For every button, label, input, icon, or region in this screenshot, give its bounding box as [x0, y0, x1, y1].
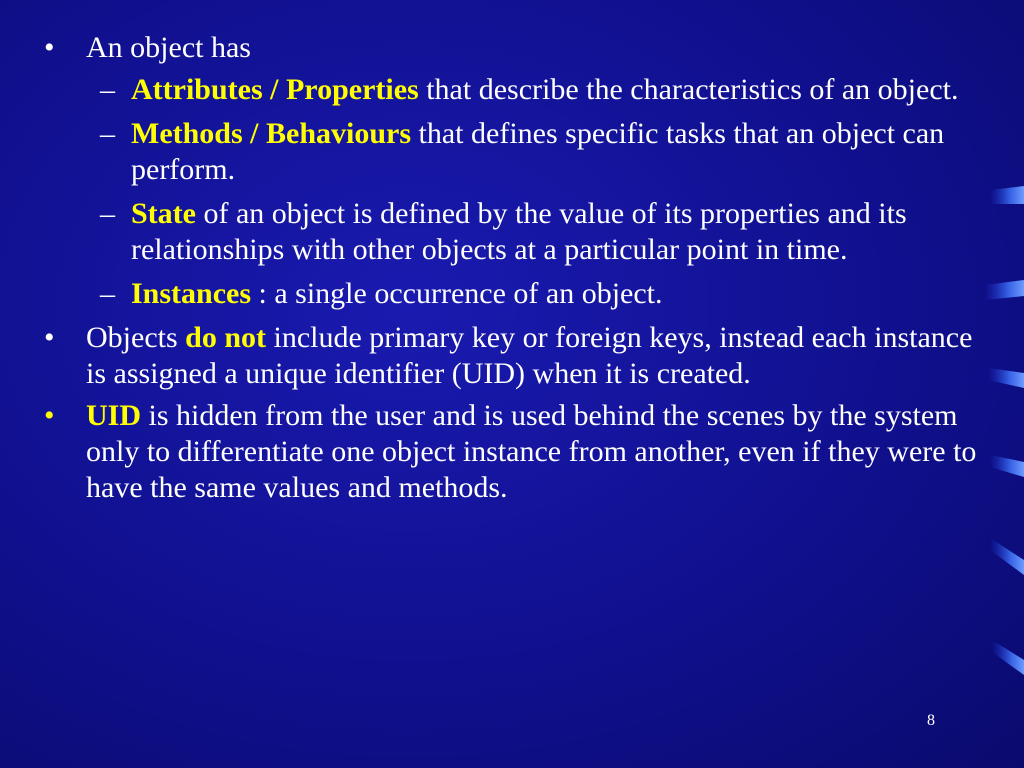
slide-content	[44, 30, 994, 512]
dash-marker: –	[100, 117, 115, 150]
page-number: 8	[927, 712, 935, 729]
term-uid: UID	[86, 399, 142, 432]
bullet-uid: • UID is hidden from the user and is used behind the scenes by the system only to differentiate one object instance from another, even if they were to have the same values and methods.	[44, 399, 977, 504]
bullet-marker: •	[44, 31, 55, 64]
bullet-marker: •	[44, 399, 55, 432]
sub-bullet-instances: – Instances : a single occurrence of an object.	[100, 277, 663, 310]
sub-bullet-methods: – Methods / Behaviours that defines specific tasks that an object can perform.	[100, 117, 945, 186]
dash-marker: –	[100, 277, 115, 310]
sub-bullet-attributes: – Attributes / Properties that describe the characteristics of an object.	[100, 73, 959, 106]
term-attributes: Attributes / Properties	[131, 73, 419, 106]
term-do-not: do not	[185, 321, 266, 354]
bullet-marker: •	[44, 321, 55, 354]
term-state: State	[131, 197, 196, 230]
term-methods: Methods / Behaviours	[131, 117, 412, 150]
sub-bullet-state: – State of an object is defined by the value of its properties and its relationships with other objects at a particular point in time.	[100, 197, 907, 266]
term-instances: Instances	[131, 277, 252, 310]
dash-marker: –	[100, 197, 115, 230]
dash-marker: –	[100, 73, 115, 106]
bullet-object-has: • An object has	[44, 31, 251, 64]
bullet-objects-do-not: • Objects do not include primary key or foreign keys, instead each instance is assigned a unique identifier (UID) when it is created.	[44, 321, 973, 390]
